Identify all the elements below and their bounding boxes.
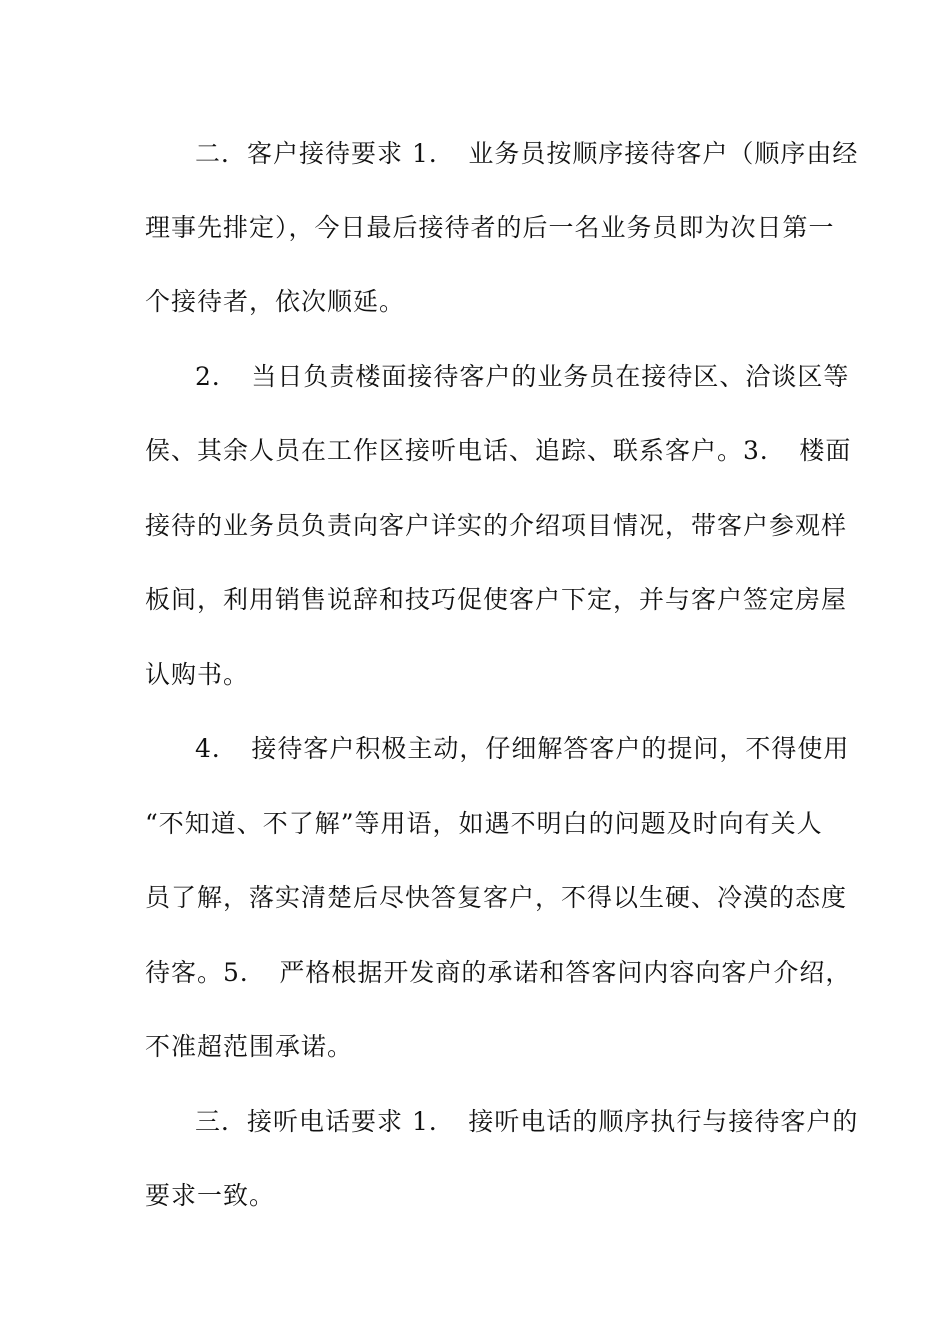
text-line-2: 理事先排定），今日最后接待者的后一名业务员即为次日第一 [145,213,835,242]
text-line-7: 板间，利用销售说辞和技巧促使客户下定，并与客户签定房屋 [145,585,848,614]
text-line-5: 侯、其余人员在工作区接听电话、追踪、联系客户。3． 楼面 [145,436,852,465]
text-line-10: “不知道、不了解”等用语，如遇不明白的问题及时向有关人 [145,809,823,838]
text-line-8: 认购书。 [145,660,250,689]
text-line-3: 个接待者，依次顺延。 [145,287,406,316]
text-line-6: 接待的业务员负责向客户详实的介绍项目情况，带客户参观样 [145,511,848,540]
text-line-1: 二．客户接待要求 1． 业务员按顺序接待客户（顺序由经 [195,139,859,168]
text-line-11: 员了解，落实清楚后尽快答复客户，不得以生硬、冷漠的态度 [145,883,848,912]
text-line-15: 要求一致。 [145,1181,276,1210]
text-line-13: 不准超范围承诺。 [145,1032,354,1061]
text-line-4: 2． 当日负责楼面接待客户的业务员在接待区、洽谈区等 [195,362,850,391]
text-line-9: 4． 接待客户积极主动，仔细解答客户的提问，不得使用 [195,734,850,763]
text-line-12: 待客。5． 严格根据开发商的承诺和答客问内容向客户介绍， [145,958,852,987]
text-line-14: 三．接听电话要求 1． 接听电话的顺序执行与接待客户的 [195,1107,859,1136]
